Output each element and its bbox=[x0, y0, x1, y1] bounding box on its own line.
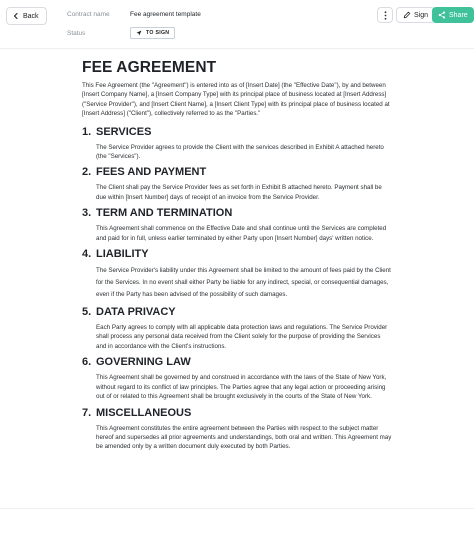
status-badge bbox=[130, 27, 175, 39]
top-bar bbox=[0, 0, 474, 50]
section-text: This Agreement shall be governed by and construed in accordance with the laws of the State of New York, without regard to its conflict of law principles. The Parties agree that any legal action or proceeding arising out of or related to this Agreement shall be brought exclusively in the courts of the State of New York. bbox=[96, 374, 387, 401]
section-heading bbox=[82, 305, 392, 320]
section-number: 5. bbox=[82, 306, 92, 319]
section-text: Each Party agrees to comply with all applicable data protection laws and regulations. The Service Provider shall process any personal data received from the Client solely for the purpose of providing the Services and in accordance with the Client's instructions. bbox=[96, 324, 388, 350]
section-text: The Service Provider's liability under this Agreement shall be limited to the amount of fees paid by the Client for the Services. In no event shall either Party be liable for any indirect, special, or consequential damages, even if the Party has been advised of the possibility of such damages. bbox=[96, 267, 391, 299]
share-button[interactable] bbox=[432, 7, 474, 23]
header-divider bbox=[0, 48, 474, 49]
section-data-privacy bbox=[82, 305, 392, 351]
share-label: Share bbox=[449, 11, 468, 19]
bottom-divider bbox=[0, 508, 474, 509]
chevron-left-icon bbox=[12, 12, 20, 20]
contract-name-label: Contract name bbox=[67, 11, 110, 18]
sign-button[interactable] bbox=[396, 7, 435, 23]
section-heading bbox=[82, 125, 392, 140]
section-fees-and-payment bbox=[82, 165, 392, 202]
section-text: The Client shall pay the Service Provider fees as set forth in Exhibit B attached hereto. Payment shall be due within [Insert Number] days of receipt of an invoice from the Service Provider. bbox=[96, 184, 382, 201]
section-number: 3. bbox=[82, 207, 92, 220]
section-number: 6. bbox=[82, 356, 92, 369]
section-miscellaneous bbox=[82, 406, 392, 452]
section-number: 4. bbox=[82, 248, 92, 261]
section-heading bbox=[82, 406, 392, 421]
status-value: TO SIGN bbox=[146, 30, 170, 36]
section-title: DATA PRIVACY bbox=[96, 306, 176, 319]
section-title: TERM AND TERMINATION bbox=[96, 207, 233, 220]
section-term-and-termination bbox=[82, 206, 392, 243]
pen-icon bbox=[403, 11, 411, 19]
section-number: 7. bbox=[82, 406, 92, 419]
section-title: SERVICES bbox=[96, 125, 152, 138]
section-text: The Service Provider agrees to provide the Client with the services described in Exhibit A attached hereto (the "Services"). bbox=[96, 143, 384, 161]
section-title: LIABILITY bbox=[96, 248, 149, 261]
section-number: 2. bbox=[82, 166, 92, 179]
section-liability bbox=[82, 247, 392, 301]
document-fade-overlay bbox=[82, 470, 392, 492]
document-body[interactable] bbox=[82, 58, 392, 491]
contract-name-value[interactable]: Fee agreement template bbox=[130, 11, 201, 18]
section-text: This Agreement constitutes the entire agreement between the Parties with respect to the subject matter hereof and supersedes all prior agreements and understandings, both oral and written. This Agreement may be amended only by a written document duly executed by both Parties. bbox=[96, 424, 392, 451]
section-governing-law bbox=[82, 355, 392, 401]
sign-label: Sign bbox=[414, 11, 429, 19]
share-icon bbox=[438, 11, 446, 19]
section-heading bbox=[82, 247, 392, 262]
document-intro: This Fee Agreement (the "Agreement") is entered into as of [Insert Date] (the "Effective Date"), by and between [Insert Company Name], a [Insert Company Type] with its principal place of business located at [Insert Address] ("Service Provider"), and [Insert Client Name], a [Insert Client Type] with its principal place of business located at [Insert Address] ("Client"), collectively referred to as the "Parties." bbox=[82, 82, 390, 118]
section-services bbox=[82, 125, 392, 162]
section-title: GOVERNING LAW bbox=[96, 356, 191, 369]
send-icon bbox=[136, 30, 142, 36]
section-title: MISCELLANEOUS bbox=[96, 406, 192, 419]
section-heading bbox=[82, 355, 392, 370]
back-label: Back bbox=[23, 12, 39, 20]
section-text: This Agreement shall commence on the Effective Date and shall continue until the Services are completed and paid for in full, unless earlier terminated by either Party upon [Insert Number] days' written notice. bbox=[96, 225, 387, 242]
more-options-button[interactable] bbox=[377, 7, 393, 23]
section-heading bbox=[82, 165, 392, 180]
section-title: FEES AND PAYMENT bbox=[96, 166, 207, 179]
status-label: Status bbox=[67, 30, 86, 37]
section-number: 1. bbox=[82, 125, 92, 138]
document-title: FEE AGREEMENT bbox=[82, 59, 217, 76]
back-button[interactable] bbox=[6, 7, 47, 25]
section-heading bbox=[82, 206, 392, 221]
more-vertical-icon bbox=[384, 11, 387, 20]
